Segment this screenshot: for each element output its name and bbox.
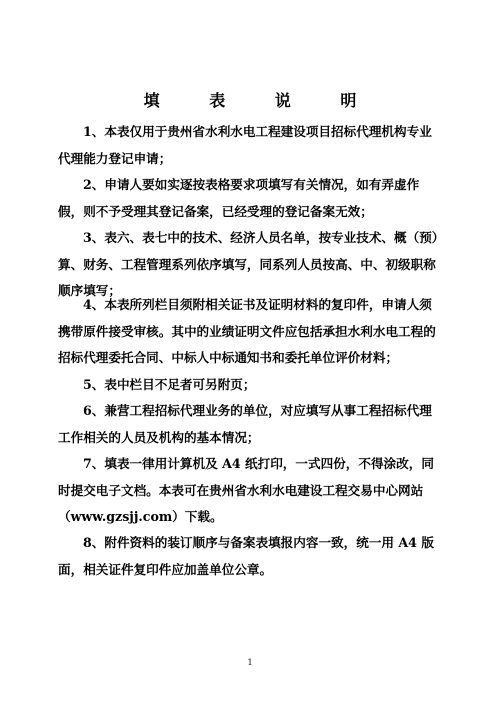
instruction-item-6: 6、兼营工程招标代理业务的单位，对应填写从事工程招标代理工作相关的人员及机构的基本情况；	[58, 403, 432, 445]
page-number: 1	[247, 658, 253, 667]
instruction-item-4: 4、本表所列栏目须附相关证书及证明材料的复印件，申请人须携带原件接受审核。其中的业绩证明文件应包括承担水利水电工程的招标代理委托合同、中标人中标通知书和委托单位评价材料；	[58, 297, 436, 365]
instruction-item-8: 8、附件资料的装订顺序与备案表填报内容一致，统一用 A4 版面，相关证件复印件应加盖单位公章。	[58, 535, 434, 577]
instruction-item-7: 7、填表一律用计算机及 A4 纸打印，一式四份，不得涂改，同时提交电子文档。本表可在贵州省水利水电建设工程交易中心网站（www.gzsjj.com）下载。	[58, 456, 434, 524]
page-title: 填 表 说 明	[143, 91, 379, 110]
instruction-item-5: 5、表中栏目不足者可另附页；	[83, 377, 256, 392]
instruction-item-1: 1、本表仅用于贵州省水利水电工程建设项目招标代理机构专业代理能力登记申请；	[58, 124, 432, 166]
instruction-item-2: 2、申请人要如实逐按表格要求项填写有关情况，如有弄虚作假，则不予受理其登记备案，已经受理的登记备案无效；	[58, 177, 420, 219]
instruction-item-3: 3、表六、表七中的技术、经济人员名单，按专业技术、概（预）算、财务、工程管理系列依序填写，同系列人员按高、中、初级职称顺序填写；	[58, 230, 439, 298]
